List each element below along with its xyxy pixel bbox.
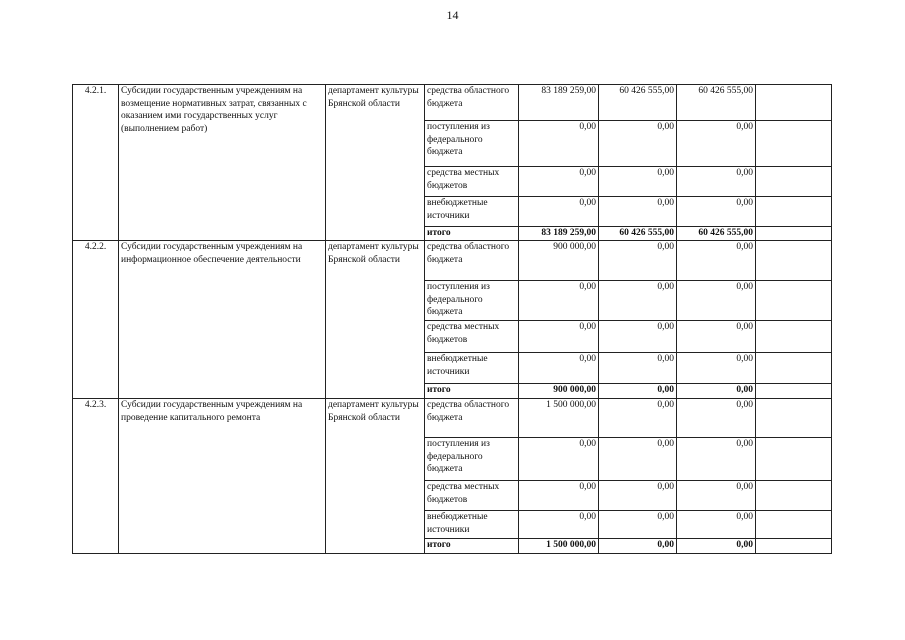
empty-cell	[756, 384, 832, 399]
amount-v3: 0,00	[677, 197, 756, 227]
empty-cell	[756, 353, 832, 384]
amount-v3: 0,00	[677, 281, 756, 321]
funding-source: поступления из федерального бюджета	[425, 438, 519, 481]
amount-v2: 0,00	[599, 281, 677, 321]
empty-cell	[756, 85, 832, 121]
amount-v3: 60 426 555,00	[677, 85, 756, 121]
empty-cell	[756, 121, 832, 167]
amount-v3: 0,00	[677, 353, 756, 384]
amount-v3: 0,00	[677, 511, 756, 539]
amount-v1: 0,00	[519, 438, 599, 481]
amount-v2: 60 426 555,00	[599, 227, 677, 241]
table-row	[73, 399, 832, 438]
amount-v3: 0,00	[677, 438, 756, 481]
amount-v1: 0,00	[519, 197, 599, 227]
amount-v3: 0,00	[677, 241, 756, 281]
item-name: Субсидии государственным учреждениям на возмещение нормативных затрат, связанных с оказанием ими государственных услуг (выполнением работ)	[119, 85, 326, 241]
page-number: 14	[446, 8, 459, 22]
item-name: Субсидии государственным учреждениям на проведение капитального ремонта	[119, 399, 326, 554]
funding-source: внебюджетные источники	[425, 353, 519, 384]
funding-source: внебюджетные источники	[425, 197, 519, 227]
funding-source: поступления из федерального бюджета	[425, 121, 519, 167]
amount-v1: 900 000,00	[519, 241, 599, 281]
item-code: 4.2.3.	[73, 399, 119, 554]
amount-v3: 0,00	[677, 167, 756, 197]
empty-cell	[756, 481, 832, 511]
item-executor: департамент культуры Брянской области	[326, 241, 425, 399]
empty-cell	[756, 321, 832, 353]
empty-cell	[756, 511, 832, 539]
funding-source: поступления из федерального бюджета	[425, 281, 519, 321]
amount-v1: 0,00	[519, 121, 599, 167]
empty-cell	[756, 241, 832, 281]
empty-cell	[756, 399, 832, 438]
empty-cell	[756, 197, 832, 227]
total-label: итого	[425, 384, 519, 399]
amount-v1: 900 000,00	[519, 384, 599, 399]
funding-source: средства областного бюджета	[425, 85, 519, 121]
empty-cell	[756, 539, 832, 554]
amount-v1: 83 189 259,00	[519, 227, 599, 241]
amount-v3: 0,00	[677, 321, 756, 353]
amount-v2: 0,00	[599, 399, 677, 438]
amount-v3: 60 426 555,00	[677, 227, 756, 241]
amount-v2: 0,00	[599, 384, 677, 399]
amount-v3: 0,00	[677, 384, 756, 399]
amount-v1: 1 500 000,00	[519, 539, 599, 554]
amount-v2: 0,00	[599, 511, 677, 539]
empty-cell	[756, 438, 832, 481]
amount-v2: 0,00	[599, 321, 677, 353]
amount-v2: 0,00	[599, 539, 677, 554]
amount-v2: 60 426 555,00	[599, 85, 677, 121]
empty-cell	[756, 227, 832, 241]
item-executor: департамент культуры Брянской области	[326, 399, 425, 554]
funding-source: средства областного бюджета	[425, 241, 519, 281]
amount-v3: 0,00	[677, 539, 756, 554]
item-code: 4.2.1.	[73, 85, 119, 241]
funding-source: внебюджетные источники	[425, 511, 519, 539]
amount-v2: 0,00	[599, 438, 677, 481]
amount-v1: 0,00	[519, 281, 599, 321]
amount-v2: 0,00	[599, 167, 677, 197]
funding-source: средства областного бюджета	[425, 399, 519, 438]
item-code: 4.2.2.	[73, 241, 119, 399]
amount-v1: 0,00	[519, 321, 599, 353]
total-label: итого	[425, 227, 519, 241]
amount-v1: 83 189 259,00	[519, 85, 599, 121]
empty-cell	[756, 281, 832, 321]
amount-v1: 0,00	[519, 511, 599, 539]
amount-v3: 0,00	[677, 481, 756, 511]
amount-v2: 0,00	[599, 121, 677, 167]
amount-v2: 0,00	[599, 481, 677, 511]
table-row	[73, 85, 832, 121]
budget-table	[72, 84, 832, 554]
funding-source: средства местных бюджетов	[425, 481, 519, 511]
funding-source: средства местных бюджетов	[425, 321, 519, 353]
amount-v2: 0,00	[599, 241, 677, 281]
amount-v3: 0,00	[677, 399, 756, 438]
amount-v2: 0,00	[599, 353, 677, 384]
amount-v3: 0,00	[677, 121, 756, 167]
funding-source: средства местных бюджетов	[425, 167, 519, 197]
amount-v1: 0,00	[519, 167, 599, 197]
item-executor: департамент культуры Брянской области	[326, 85, 425, 241]
item-name: Субсидии государственным учреждениям на информационное обеспечение деятельности	[119, 241, 326, 399]
amount-v1: 1 500 000,00	[519, 399, 599, 438]
empty-cell	[756, 167, 832, 197]
amount-v2: 0,00	[599, 197, 677, 227]
amount-v1: 0,00	[519, 353, 599, 384]
table-row	[73, 241, 832, 281]
amount-v1: 0,00	[519, 481, 599, 511]
total-label: итого	[425, 539, 519, 554]
